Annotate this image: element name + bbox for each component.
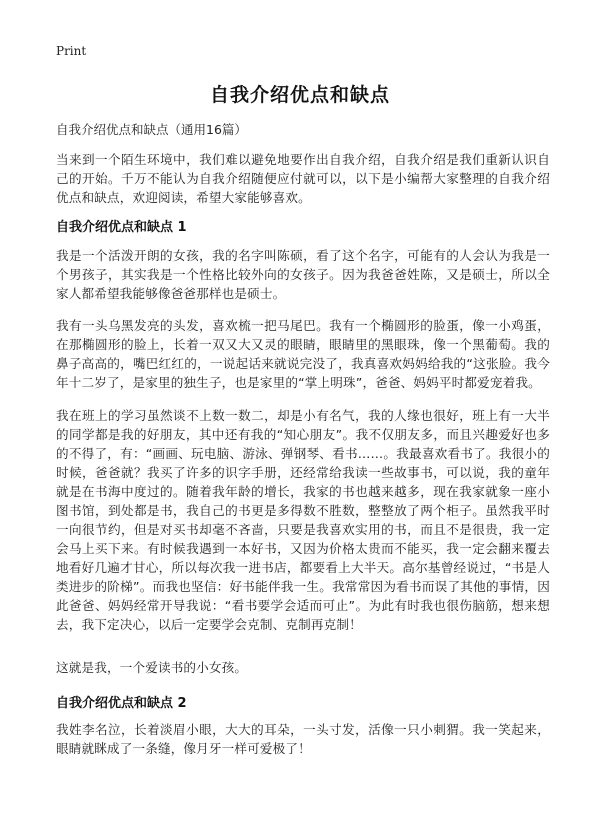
section-2-paragraph-1: 我姓李名泣，长着淡眉小眼，大大的耳朵，一头寸发，活像一只小刺猬。我一笑起来，眼睛就眯成了一条缝，像月牙一样可爱极了！	[56, 722, 550, 756]
section-1-paragraph-3: 我在班上的学习虽然谈不上数一数二，却是小有名气，我的人缘也很好，班上有一大半的同学都是我的好朋友，其中还有我的“知心朋友”。我不仅朋友多，而且兴趣爱好也多的不得了，有：“画画、玩电脑、游泳、弹钢琴、看书……。我最喜欢看书了。我很小的时候，爸爸就？我买了许多的识字手册，还经常给我读一些故事书，可以说，我的童年就是在书海中度过的。随着我年龄的增长，我家的书也越来越多，现在我家就象一座小图书馆，到处都是书，我自己的书更是多得数不胜数，整整放了两个柜子。虽然我平时一向很节约，但是对买书却毫不吝啬，只要是我喜欢实用的书，而且不是很贵，我一定会马上买下来。有时候我遇到一本好书，又因为价格太贵而不能买，我一定会翻来覆去地看好几遍才甘心，所以每次我一进书店，都要看上大半天。高尔基曾经说过，“书是人类进步的阶梯”。而我也坚信：好书能伴我一生。我常常因为看书而误了其他的事情，因此爸爸、妈妈经常开导我说：“看书要学会适而可止”。为此有时我也很伤脑筋，想来想去，我下定决心，以后一定要学会克制、克制再克制！	[56, 408, 550, 632]
section-1-paragraph-4: 这就是我，一个爱读书的小女孩。	[56, 660, 248, 675]
section-1-paragraph-1: 我是一个活泼开朗的女孩，我的名字叫陈硕，看了这个名字，可能有的人会认为我是一个男孩子，其实我是一个性格比较外向的女孩子。因为我爸爸姓陈，又是硕士，所以全家人都希望我能够像爸爸那样也是硕士。	[56, 248, 550, 301]
section-heading-2: 自我介绍优点和缺点 2	[56, 696, 187, 711]
section-heading-1: 自我介绍优点和缺点 1	[56, 220, 187, 235]
document-subtitle: 自我介绍优点和缺点（通用16篇）	[56, 122, 247, 137]
section-1-paragraph-2: 我有一头乌黑发亮的头发，喜欢梳一把马尾巴。我有一个椭圆形的脸蛋，像一小鸡蛋，在那椭圆形的脸上，长着一双又大又灵的眼睛，眼睛里的黑眼珠，像一个黑葡萄。我的鼻子高高的，嘴巴红红的，一说起话来就说完没了，我真喜欢妈妈给我的“这张脸。我今年十二岁了，是家里的独生子，也是家里的“掌上明珠”，爸爸、妈妈平时都爱宠着我。	[56, 318, 550, 390]
page-title: 自我介绍优点和缺点	[209, 84, 390, 106]
print-link[interactable]: Print	[56, 44, 87, 58]
intro-paragraph: 当来到一个陌生环境中，我们难以避免地要作出自我介绍，自我介绍是我们重新认识自己的开始。千万不能认为自我介绍随便应付就可以，以下是小编帮大家整理的自我介绍优点和缺点，欢迎阅读，希望大家能够喜欢。	[56, 152, 550, 205]
